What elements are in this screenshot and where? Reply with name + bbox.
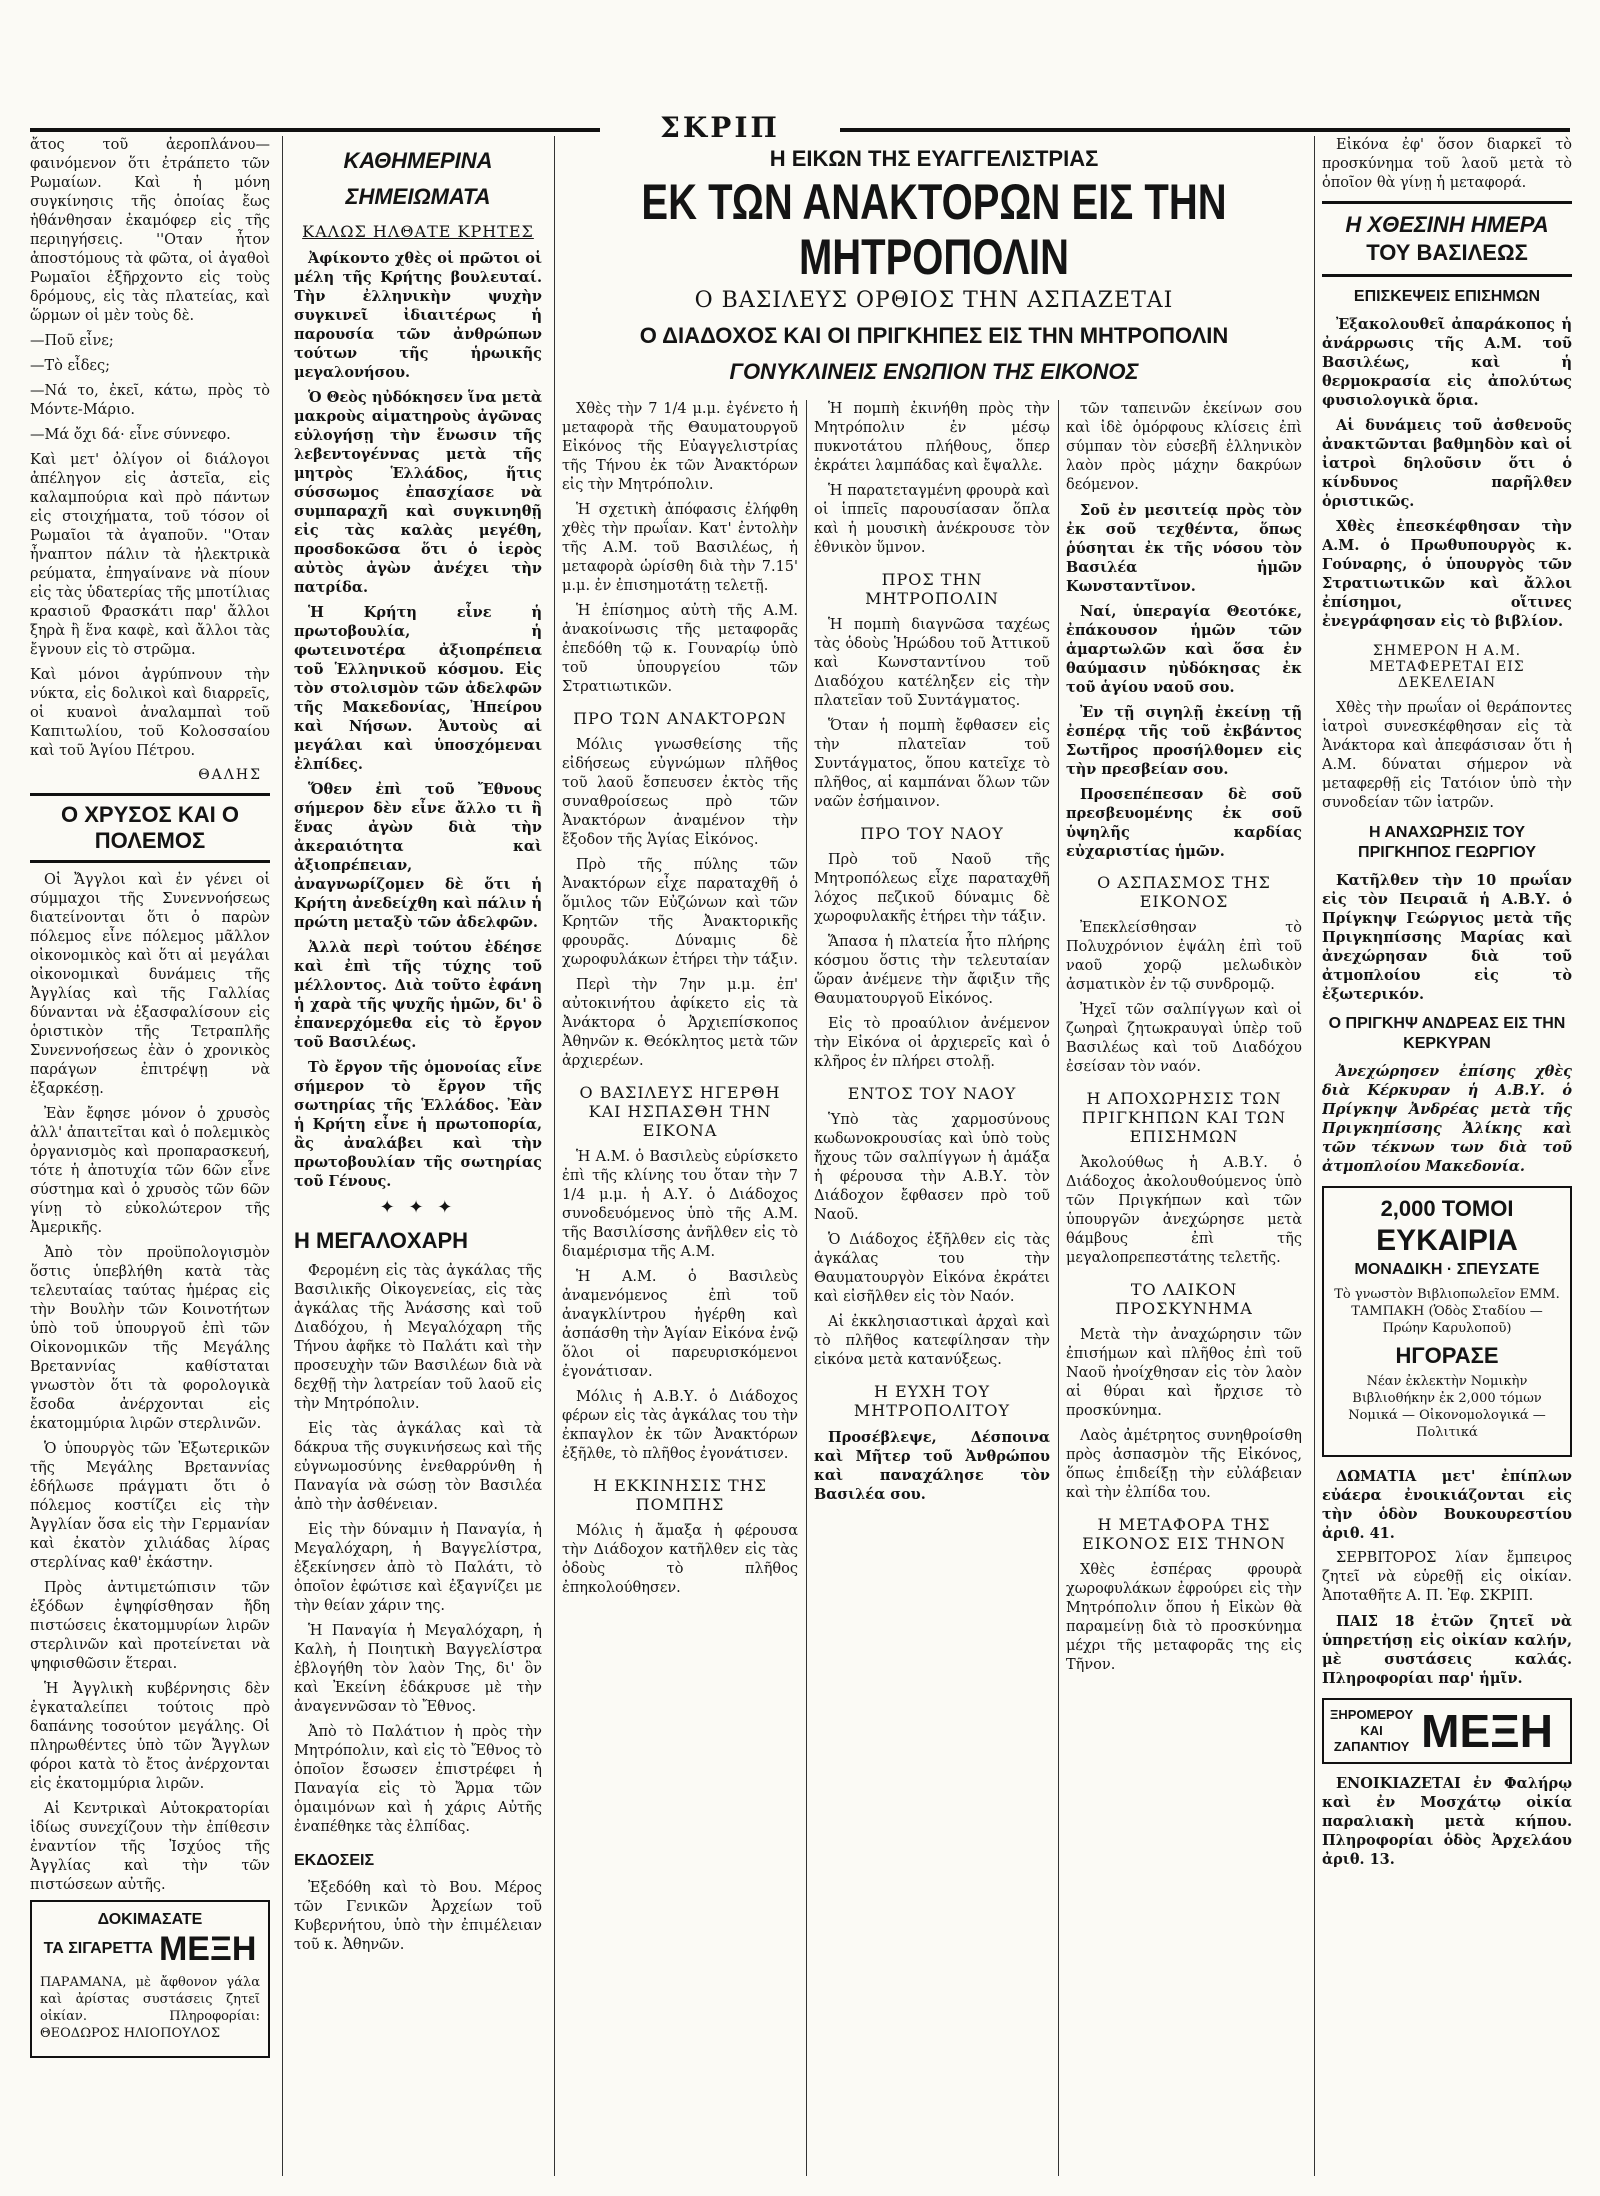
column-divider	[1314, 136, 1315, 2176]
paragraph: Ἡ παρατεταγμένη φρουρὰ καὶ οἱ ἱππεῖς παρουσίασαν ὅπλα καὶ ἡ μουσικὴ ἀνέκρουσε τὸν ἐθνικὸν ὕμνον.	[814, 483, 1050, 556]
paragraph: Προσεπέπεσαν δὲ σοῦ πρεσβευομένης ἐκ σοῦ ὑψηλῆς καρδίας εὐχαριστίας ἡμῶν.	[1066, 786, 1302, 860]
paragraph: Ὅταν ἡ πομπὴ ἔφθασεν εἰς τὴν πλατεῖαν τοῦ Συντάγματος, ὅπου κατεῖχε τὸ πλῆθος, αἱ καμπάναι ὅλων τῶν ναῶν ἐσήμαινον.	[814, 718, 1050, 810]
paragraph: Μόλις ἡ ἄμαξα ἡ φέρουσα τὴν Διάδοχον κατῆλθεν εἰς τὰς ὁδοὺς τὸ πλῆθος ἐπηκολούθησεν.	[562, 1523, 798, 1596]
paragraph: Ἡ πομπὴ διαγνῶσα ταχέως τὰς ὁδοὺς Ἡρώδου τοῦ Ἀττικοῦ καὶ Κωνσταντίνου τοῦ Διαδόχου κατέληξεν εἰς τὴν πλατεῖαν τοῦ Συντάγματος.	[814, 617, 1050, 709]
ad-line: ΔΟΚΙΜΑΣΑΤΕ	[97, 1911, 203, 1928]
main-headline-top: Η ΕΙΚΩΝ ΤΗΣ ΕΥΑΓΓΕΛΙΣΤΡΙΑΣ	[769, 146, 1099, 171]
ad-brand: ΜΕΞΗ	[158, 1930, 257, 1968]
ad-prefix-line: ΖΑΠΑΝΤΙΟΥ	[1333, 1739, 1410, 1754]
paragraph: Ἀνεχώρησεν ἐπίσης χθὲς διὰ Κέρκυραν ἡ Α.Β.Υ. ὁ Πρίγκηψ Ἀνδρέας μετὰ τῆς Πριγκηπίσσης Ἀλίκης καὶ τῶν τέκνων των διὰ τοῦ ἀτμοπλοίου Μακεδονία.	[1322, 1063, 1572, 1175]
paragraph: Εἰς τὸ προαύλιον ἀνέμενον τὴν Εἰκόνα οἱ ἀρχιερεῖς καὶ ὁ κλῆρος ἐν πλήρει στολῇ.	[814, 1016, 1050, 1070]
paragraph: Ὁ Θεὸς ηὐδόκησεν ἵνα μετὰ μακροὺς αἱματηροὺς ἀγῶνας εὐλογήσῃ τὴν ἕνωσιν τῆς λεβεντογέννας μετὰ τῆς μητρὸς Ἑλλάδος, ἥτις σύσσωμος ἐπασχίασε νὰ συμπαραχῆ καὶ συγκινηθῇ εἰς τὰς καλὰς μεγέθη, προσδοκῶσα ὅτι ὁ ἱερὸς αὐτὸς ἀγὼν ἀνέχει τὴν πατρίδα.	[294, 389, 542, 596]
paragraph: Ὅθεν ἐπὶ τοῦ Ἔθνους σήμερον δὲν εἶνε ἄλλο τι ἢ ἕνας ἀγὼν διὰ τὴν ἀκεραιότητα καὶ ἀξιοπρέπειαν, ἀναγνωρίζομεν δὲ ὅτι ἡ Κρήτη ἀνεδείχθη καὶ πάλιν ἡ πρώτη μεταξὺ τῶν ἀδελφῶν.	[294, 781, 542, 931]
paragraph: Αἱ ἐκκλησιαστικαὶ ἀρχαὶ καὶ τὸ πλῆθος κατεφίλησαν τὴν εἰκόνα μετὰ κατανύξεως.	[814, 1314, 1050, 1368]
paragraph: Χθὲς ἐπεσκέφθησαν τὴν Α.Μ. ὁ Πρωθυπουργὸς κ. Γούναρης, ὁ ὑπουργὸς τῶν Στρατιωτικῶν καὶ ἄλλοι ἐπίσημοι, οἵτινες ἐνεγράφησαν εἰς τὸ βιβλίον.	[1322, 518, 1572, 630]
paragraph: Μόλις γνωσθείσης τῆς εἰδήσεως εὐγνώμων πλῆθος τοῦ λαοῦ ἔσπευσεν ἐκτὸς τῆς συναθροίσεως πρὸ τῶν Ἀνακτόρων ἀναμένον τὴν ἔξοδον τῆς Ἁγίας Εἰκόνος.	[562, 737, 798, 848]
paragraph: Ὁ ὑπουργὸς τῶν Ἐξωτερικῶν τῆς Μεγάλης Βρεταννίας ἐδήλωσε πράγματι ὅτι ὁ πόλεμος κοστίζει εἰς τὴν Ἀγγλίαν ὅσα εἰς τὴν Γερμανίαν καὶ ἐκατὸν χιλιάδας λίρας στερλίνας καθ' ἑκάστην.	[30, 1441, 270, 1571]
paragraph: Τὸ ἔργον τῆς ὁμονοίας εἶνε σήμερον τὸ ἔργον τῆς σωτηρίας τῆς Ἑλλάδος. Ἐὰν ἡ Κρήτη εἶνε ἡ πρωτοπορία, ἂς ἀναλάβει καὶ τὴν πρωτοβουλίαν τῆς σωτηρίας τοῦ Γένους.	[294, 1059, 542, 1190]
paragraph: Ἠχεῖ τῶν σαλπίγγων καὶ οἱ ζωηραὶ ζητωκραυγαὶ ὑπὲρ τοῦ Βασιλέως καὶ τοῦ Διαδόχου ἐσείσαν τὸν ναόν.	[1066, 1002, 1302, 1075]
paragraph: Φερομένη εἰς τὰς ἀγκάλας τῆς Βασιλικῆς Οἰκογενείας, εἰς τὰς ἀγκάλας τῆς Ἀνάσσης καὶ τοῦ Διαδόχου, ἡ Μεγαλόχαρη τῆς Τήνου ἀφῆκε τὸ Παλάτι καὶ τὴν προσευχὴν τῶν Βασιλέων διὰ νὰ δεχθῇ τὴν λατρείαν τοῦ λαοῦ εἰς τὴν Μητρόπολιν.	[294, 1263, 542, 1412]
paragraph: Ἐξακολουθεῖ ἀπαράκοπος ἡ ἀνάρρωσις τῆς Α.Μ. τοῦ Βασιλέως, καὶ ἡ θερμοκρασία εἰς ἀπολύτως φυσιολογικὰ ὅρια.	[1322, 316, 1572, 409]
main-story-column-b	[814, 400, 1050, 2176]
section-subheading: ΠΡΟ ΤΩΝ ΑΝΑΚΤΟΡΩΝ	[573, 709, 787, 728]
section-subheading: Η ΑΠΟΧΩΡΗΣΙΣ ΤΩΝ ΠΡΙΓΚΗΠΩΝ ΚΑΙ ΤΩΝ ΕΠΙΣΗΜΩΝ	[1081, 1089, 1287, 1146]
main-subheadline-2: Ο ΔΙΑΔΟΧΟΣ ΚΑΙ ΟΙ ΠΡΙΓΚΗΠΕΣ ΕΙΣ ΤΗΝ ΜΗΤΡΟΠΟΛΙΝ	[639, 323, 1229, 348]
article-subheading: ΕΠΙΣΚΕΨΕΙΣ ΕΠΙΣΗΜΩΝ	[1353, 288, 1541, 305]
section-subheading: Η ΕΥΧΗ ΤΟΥ ΜΗΤΡΟΠΟΛΙΤΟΥ	[853, 1382, 1011, 1420]
paragraph: —Μά ὄχι δά· εἶνε σύννεφο.	[30, 427, 231, 443]
paragraph: Χθὲς τὴν πρωΐαν οἱ θεράποντες ἰατροὶ συνεσκέφθησαν εἰς τὰ Ἀνάκτορα καὶ ἀπεφάσισαν ὅτι ἡ Α.Μ. δύναται σήμερον νὰ μεταφερθῇ εἰς Τατόιον ὑπὸ τὴν συνοδείαν τῶν ἰατρῶν.	[1322, 700, 1572, 811]
ad-brand-row	[40, 1930, 260, 1968]
paragraph: Καὶ μετ' ὀλίγον οἱ διάλογοι ἀπέληγον εἰς ἀστεῖα, εἰς καλαμπούρια καὶ πρὸ πάντων εἰς στοιχήματα, τοῦ τόσον οἱ Ρωμαῖοι τὰ ἀγαποῦν. ''Οταν ἦναπτον πάλιν τὰ ἠλεκτρικὰ ρεύματα, ἐπηγαίνανε νὰ πίουν εἰς τὰς ὑδατερίας τῆς μποτίλιας κρασιοῦ Φρασκάτι παρ' ἄλλοι ξηρὰ ἢ ἕνα καφὲ, καὶ ἄλλοι τὰς ἔγνουν εἰς τὸ στρῶμα.	[30, 452, 270, 658]
article-subheading: ΚΑΛΩΣ ΗΛΘΑΤΕ ΚΡΗΤΕΣ	[302, 222, 534, 241]
classified-ad: ΔΩΜΑΤΙΑ μετ' ἐπίπλων εὐάερα ἐνοικιάζονται εἰς τὴν ὁδὸν Βουκουρεστίου ἀριθ. 41.	[1322, 1468, 1572, 1542]
paragraph: Αἱ Κεντρικαὶ Αὐτοκρατορίαι ἰδίως συνεχίζουν τὴν ἐπίθεσιν ἐναντίον τῆς Ἰσχύος τῆς Ἀγγλίας καὶ τὴν τῶν πιστώσεων αὐτῆς.	[30, 1801, 270, 1893]
paragraph: —Ποῦ εἶνε;	[30, 333, 114, 349]
paragraph: Οἱ Ἄγγλοι καὶ ἐν γένει οἱ σύμμαχοι τῆς Συνεννοήσεως διατείνονται ὅτι ὁ παρὼν πόλεμος εἶνε πόλεμος μᾶλλον οἰκονομικὸς καὶ ὅτι αἱ μεγάλαι οἰκονομικαὶ δυνάμεις τῆς Ἀγγλίας καὶ τῆς Γαλλίας δύνανται νὰ ἐξασφαλίσουν εἰς ὁριστικὸν τῆς Τετραπλῆς Συνεννοήσεως ἐὰν ὁ χρονικὸς παράγων ἐπιτρέψῃ νὰ ἐξαρκέσῃ.	[30, 872, 270, 1097]
main-story-header	[562, 140, 1306, 393]
ad-prefix-line: ΞΗΡΟΜΕΡΟΥ	[1330, 1707, 1414, 1722]
paragraph: Ἡ Α.Μ. ὁ Βασιλεὺς εὑρίσκετο ἐπὶ τῆς κλίνης του ὅταν τὴν 7 1/4 μ.μ. ἡ Α.Υ. ὁ Διάδοχος συνοδευόμενος ὑπὸ τῆς Α.Μ. τῆς Βασιλίσσης ἀνῆλθεν εἰς τὸ διαμέρισμα τῆς Α.Μ.	[562, 1149, 798, 1260]
main-story-column-c	[1066, 400, 1302, 2176]
paragraph: Μετὰ τὴν ἀναχώρησιν τῶν ἐπισήμων καὶ πλῆθος ἐπὶ τοῦ Ναοῦ ἠνοίχθησαν εἰς τὸν λαὸν αἱ θύραι καὶ ἤρχισε τὸ προσκύνημα.	[1066, 1327, 1302, 1419]
main-headline: ΕΚ ΤΩΝ ΑΝΑΚΤΟΡΩΝ ΕΙΣ ΤΗΝ ΜΗΤΡΟΠΟΛΙΝ	[641, 175, 1227, 285]
separator: ✦ ✦ ✦	[379, 1197, 457, 1218]
paragraph: Ὁ Διάδοχος ἐξῆλθεν εἰς τὰς ἀγκάλας του τὴν Θαυματουργὸν Εἰκόνα ἐκράτει καὶ εἰσῆλθεν εἰς τὸν Ναόν.	[814, 1232, 1050, 1305]
column-divider	[806, 400, 807, 2176]
paragraph: Περὶ τὴν 7ην μ.μ. ἐπ' αὐτοκινήτου ἀφίκετο εἰς τὰ Ἀνάκτορα ὁ Ἀρχιεπίσκοπος Ἀθηνῶν κ. Θεόκλητος μετὰ τῶν ἀρχιερέων.	[562, 977, 798, 1069]
article-heading: Η ΜΕΓΑΛΟΧΑΡΗ	[294, 1228, 469, 1253]
ad-line: ΤΑ ΣΙΓΑΡΕΤΤΑ	[43, 1940, 153, 1957]
paragraph: Καὶ μόνοι ἀγρύπνουν τὴν νύκτα, εἰς δολικοὶ καὶ διαρρεῖς, οἱ κυανοὶ ἀναλαμπαὶ τοῦ Καπιτωλίου, τοῦ Κολοσσαίου καὶ τοῦ Ἁγίου Πέτρου.	[30, 667, 270, 759]
section-heading: ΣΗΜΕΙΩΜΑΤΑ	[345, 184, 491, 209]
ad-title: ΕΥΚΑΙΡΙΑ	[1376, 1224, 1518, 1257]
paragraph: Σοῦ ἐν μεσιτείᾳ πρὸς τὸν ἐκ σοῦ τεχθέντα, ὅπως ῥύσηται ἐκ τῆς νόσου τὸν Βασιλέα ἡμῶν Κωνσταντῖνον.	[1066, 502, 1302, 595]
article-heading: Ο ΠΡΙΓΚΗΨ ΑΝΔΡΕΑΣ ΕΙΣ ΤΗΝ ΚΕΡΚΥΡΑΝ	[1328, 1015, 1566, 1052]
signature: ΘΑΛΗΣ	[198, 767, 262, 783]
section-subheading: Η ΕΚΚΙΝΗΣΙΣ ΤΗΣ ΠΟΜΠΗΣ	[593, 1476, 767, 1514]
ad-volumes: 2,000 ΤΟΜΟΙ	[1380, 1196, 1514, 1221]
paragraph: Ἡ πομπὴ ἐκινήθη πρὸς τὴν Μητρόπολιν ἐν μέσῳ πυκνοτάτου πλήθους, ὅπερ ἐκράτει λαμπάδας καὶ ἔψαλλε.	[814, 401, 1050, 474]
article-heading: ΤΟΥ ΒΑΣΙΛΕΩΣ	[1366, 240, 1528, 265]
ad-text: ΠΑΡΑΜΑΝΑ, μὲ ἄφθονον γάλα καὶ ἀρίστας συστάσεις ζητεῖ οἰκίαν. Πληροφορίαι: ΘΕΟΔΩΡΟΣ ΗΛΙΟΠΟΥΛΟΣ	[40, 1975, 260, 2041]
main-subheadline: Ο ΒΑΣΙΛΕΥΣ ΟΡΘΙΟΣ ΤΗΝ ΑΣΠΑΖΕΤΑΙ	[694, 288, 1174, 313]
paragraph: —Νά το, ἐκεῖ, κάτω, πρὸς τὸ Μόντε-Μάριο.	[30, 383, 270, 418]
classified-ad: ΣΕΡΒΙΤΟΡΟΣ λίαν ἔμπειρος ζητεῖ νὰ εὑρεθῇ εἰς οἰκίαν. Ἀποταθῆτε Α. Π. Ἐφ. ΣΚΡΙΠ.	[1322, 1550, 1572, 1604]
main-subheadline-3: ΓΟΝΥΚΛΙΝΕΙΣ ΕΝΩΠΙΟΝ ΤΗΣ ΕΙΚΟΝΟΣ	[729, 359, 1139, 384]
paragraph: Ἀκολούθως ἡ Α.Β.Υ. ὁ Διάδοχος ἀκολουθούμενος ὑπὸ τῶν Πριγκήπων καὶ τῶν ὑπουργῶν ἀνεχώρησε μετὰ θάμβους ἐπὶ τῆς μεγαλοπρεπεστάτης τελετῆς.	[1066, 1155, 1302, 1266]
paragraph: Ἐπεκλείσθησαν τὸ Πολυχρόνιον ἐψάλη ἐπὶ τοῦ ναοῦ χορῷ μελωδικὸν ἀσματικὸν ἐν τῷ συνδρομῷ.	[1066, 920, 1302, 993]
paragraph: Ἡ Κρήτη εἶνε ἡ πρωτοβουλία, ἡ φωτεινοτέρα ἀξιοπρέπεια τοῦ Ἑλληνικοῦ κόσμου. Εἰς τὸν στολισμὸν τῶν ἀδελφῶν τῆς Μακεδονίας, Ἠπείρου καὶ Νήσων. Ἀυτοὺς αἱ μεγάλαι καὶ ὑποσχόμεναι ἐλπίδες.	[294, 604, 542, 773]
paragraph: Ἀπὸ τὸν προϋπολογισμὸν ὅστις ὑπεβλήθη κατὰ τὰς τελευταίας ταύτας ἡμέρας εἰς τὴν Βουλὴν τῶν Κοινοτήτων ὑπὸ τοῦ ὑπουργοῦ ἐπὶ τῶν Οἰκονομικῶν τῆς Μεγάλης Βρεταννίας καθίσταται γνωστὸν ὅτι τὰ φορολογικὰ ἔσοδα ἀνέρχονται εἰς ἑκατομμύρια λιρῶν στερλινῶν.	[30, 1245, 270, 1432]
paragraph: Ἅπασα ἡ πλατεία ἦτο πλήρης κόσμου ὅστις τὴν τελευταίαν ὥραν ἀνέμενε τὴν ἄφιξιν τῆς Θαυματουργοῦ Εἰκόνος.	[814, 934, 1050, 1007]
section-subheading: Η ΜΕΤΑΦΟΡΑ ΤΗΣ ΕΙΚΟΝΟΣ ΕΙΣ ΤΗΝΟΝ	[1082, 1515, 1286, 1553]
paragraph: Εἰς τὰς ἀγκάλας καὶ τὰ δάκρυα τῆς συγκινήσεως καὶ τῆς εὐγνωμοσύνης ἐνεθαρρύνθη ἡ Παναγία νὰ σώσῃ τὸν Βασιλέα ἀπὸ τὴν ἀσθένειαν.	[294, 1421, 542, 1513]
paragraph: τῶν ταπεινῶν ἐκείνων σου καὶ ἰδὲ ὁμόρφους κλίσεις ἐπὶ σύμπαν τὸν εὐσεβῆ ἑλληνικὸν λαὸν πρὸς μάχην δακρύων δεόμενον.	[1066, 401, 1302, 493]
paragraph: Ναί, ὑπεραγία Θεοτόκε, ἐπάκουσον ἡμῶν τῶν ἁμαρτωλῶν καὶ ὅσα ἐν θαύμασιν ηὐδόκησας ἐκ τοῦ ἁγίου ναοῦ σου.	[1066, 603, 1302, 696]
ad-box	[30, 1900, 270, 2058]
classified-ad: ΕΝΟΙΚΙΑΖΕΤΑΙ ἐν Φαλήρῳ καὶ ἐν Μοσχάτῳ οἰκία παραλιακὴ μετὰ κήπου. Πληροφορίαι ὁδὸς Ἀρχελάου ἀριθ. 13.	[1322, 1775, 1572, 1868]
main-story-column-a	[562, 400, 798, 2176]
paragraph: Ἐν τῇ σιγηλῇ ἐκείνῃ τῇ ἐσπέρᾳ τῆς τοῦ ἐκβάντος Σωτῆρος προσήλθομεν εἰς τὴν πρεσβείαν σου.	[1066, 704, 1302, 778]
article-heading: Η ΑΝΑΧΩΡΗΣΙΣ ΤΟΥ ΠΡΙΓΚΗΠΟΣ ΓΕΩΡΓΙΟΥ	[1358, 824, 1536, 861]
paragraph: Ἡ Α.Μ. ὁ Βασιλεὺς ἀναμενόμενος ἐπὶ τοῦ ἀναγκλίντρου ἠγέρθη καὶ ἀσπάσθη τὴν Ἁγίαν Εἰκόνα ἐνῷ ὅλοι οἱ παρευρισκόμενοι ἐγονάτισαν.	[562, 1269, 798, 1380]
cigarette-ad	[30, 1890, 270, 2068]
paragraph: Ἐξεδόθη καὶ τὸ Βου. Μέρος τῶν Γενικῶν Ἀρχείων τοῦ Κυβερνήτου, ὑπὸ τὴν ἐπιμέλειαν τοῦ κ. Ἀθηνῶν.	[294, 1880, 542, 1953]
column-4	[1322, 136, 1572, 2176]
section-heading: ΚΑΘΗΜΕΡΙΝΑ	[343, 148, 493, 173]
paragraph: Ἐὰν ἔφησε μόνον ὁ χρυσὸς ἀλλ' ἀπαιτεῖται καὶ ὁ πολεμικὸς ὀργανισμὸς καὶ προπαρασκευή, τότε ἡ ἀποτυχία τῶν 6ῶν εἶνε σύστημα καὶ ὁ χρυσὸς τῶν 6ῶν γίνῃ τὸ εὐκολώτερον τῆς Ἀμερικῆς.	[30, 1106, 270, 1236]
paragraph: —Τὸ εἶδες;	[30, 358, 110, 374]
column-divider	[282, 136, 283, 2176]
paragraph: Χθὲς τὴν 7 1/4 μ.μ. ἐγένετο ἡ μεταφορὰ τῆς Θαυματουργοῦ Εἰκόνος τῆς Εὐαγγελιστρίας τῆς Τήνου ἐκ τῶν Ἀνακτόρων εἰς τὴν Μητρόπολιν.	[562, 401, 798, 493]
paragraph: Ἀπὸ τὸ Παλάτιον ἡ πρὸς τὴν Μητρόπολιν, καὶ εἰς τὸ Ἔθνος τὸ ὁποῖον ἔσωσεν ἐπιστρέφει ἡ Παναγία εἰς τὸ Ἄρμα τῶν ὁμαιμόνων καὶ ἡ χάρις Αὐτῆς ἐναπέθηκε τὰς ἐλπίδας.	[294, 1724, 542, 1835]
ad-headline: ΗΓΟΡΑΣΕ	[1395, 1343, 1499, 1368]
ad-text: Τὸ γνωστὸν Βιβλιοπωλεῖον ΕΜΜ. ΤΑΜΠΑΚΗ (Ὁδὸς Σταδίου — Πρώην Καρυλοποῦ)	[1334, 1287, 1560, 1336]
paragraph: Χθὲς ἐσπέρας φρουρὰ χωροφυλάκων ἐφρούρει εἰς τὴν Μητρόπολιν ὅπου ἡ Εἰκὼν θὰ παραμείνῃ διὰ τὸ προσκύνημα μέχρι τῆς μεταφορᾶς της εἰς Τῆνον.	[1066, 1562, 1302, 1673]
masthead: ΣΚΡΙΠ	[600, 108, 840, 148]
ad-prefix	[1330, 1707, 1413, 1755]
ad-subtitle: ΜΟΝΑΔΙΚΗ · ΣΠΕΥΣΑΤΕ	[1354, 1261, 1540, 1278]
paragraph: Μόλις ἡ Α.Β.Υ. ὁ Διάδοχος φέρων εἰς τὰς ἀγκάλας του τὴν ἐκπαγλον ἐκ τῶν Ἀνακτόρων ἐξῆλθε, τὸ πλῆθος ἐγονάτισεν.	[562, 1389, 798, 1462]
article-heading-box	[1322, 201, 1572, 277]
paragraph: Λαὸς ἀμέτρητος συνηθροίσθη πρὸς ἀσπασμὸν τῆς Εἰκόνος, ὅπως ἐπιδείξῃ τὴν εὐλάβειαν καὶ τὴν ἐλπίδα του.	[1066, 1428, 1302, 1501]
section-subheading: ΠΡΟΣ ΤΗΝ ΜΗΤΡΟΠΟΛΙΝ	[865, 570, 999, 608]
bookstore-ad	[1322, 1186, 1572, 1457]
paragraph: Πρὸ τῆς πύλης τῶν Ἀνακτόρων εἶχε παραταχθῆ ὁ ὅμιλος τῶν Εὐζώνων καὶ τῶν Κρητῶν τῆς Ἀνακτορικῆς φρουρᾶς. Δύναμις δὲ χωροφυλάκων ἐτήρει τὴν τάξιν.	[562, 857, 798, 968]
paragraph: Ἡ Ἀγγλικὴ κυβέρνησις δὲν ἐγκαταλείπει τούτοις πρὸ δαπάνης τοσούτον μεγάλης. Οἱ πληρωθέντες ὑπὸ τῶν Ἄγγλων φόροι κατὰ τὸ ἔτος ἀνέρχονται εἰς ἑκατομμύρια λιρῶν.	[30, 1681, 270, 1792]
column-divider	[554, 136, 555, 2176]
column-1	[30, 136, 270, 2176]
paragraph: Ἡ σχετικὴ ἀπόφασις ἐλήφθη χθὲς τὴν πρωΐαν. Κατ' ἐντολὴν τῆς Α.Μ. τοῦ Βασιλέως, ἡ μεταφορὰ ὡρίσθη διὰ τὴν 7.15' μ.μ. ἐν ἐπισημοτάτῃ τελετῇ.	[562, 502, 798, 594]
section-subheading: ΕΝΤΟΣ ΤΟΥ ΝΑΟΥ	[847, 1084, 1017, 1103]
intro-article	[30, 136, 270, 761]
paragraph: Ἡ ἐπίσημος αὐτὴ τῆς Α.Μ. ἀνακοίνωσις τῆς μεταφορᾶς ἐπεδόθη τῷ κ. Γουναρίῳ ὑπὸ τοῦ ὑπουργείου τῶν Στρατιωτικῶν.	[562, 603, 798, 695]
column-2	[294, 136, 542, 2176]
paragraph: Εἰκόνα ἐφ' ὅσον διαρκεῖ τὸ προσκύνημα τοῦ λαοῦ μετὰ τὸ ὁποῖον θὰ γίνῃ ἡ μεταφορά.	[1322, 137, 1572, 191]
paragraph: Ὑπὸ τὰς χαρμοσύνους κωδωνοκρουσίας καὶ ὑπὸ τοὺς ἤχους τῶν σαλπίγγων ἡ ἁμάξα ἡ φέρουσα τὴν Α.Β.Υ. τὸν Διάδοχον ἔφθασεν πρὸ τοῦ Ναοῦ.	[814, 1112, 1050, 1223]
paragraph: ἄτος τοῦ ἀεροπλάνου—φαινόμενον ὅτι ἐτράπετο τῶν Ρωμαίων. Καὶ ἡ μόνη συγκίνησις τῆς ὁποίας ἔως ἠθάνθησαν ἐκαμόφερ εἰς τῆς περιηγήσεις. ''Οταν ἦτον ἀποστόμους τὰ φῶτα, οἱ ἀγαθοὶ Ρωμαῖοι ἐξῆρχοντο εἰς τοὺς δρόμους, εἰς τὰς πλατείας, καὶ ὥρμων οἱ μὲν τοὺς δὲ.	[30, 137, 270, 324]
paragraph: Πρὸς ἀντιμετώπισιν τῶν ἐξόδων ἐψηφίσθησαν ἤδη πιστώσεις ἑκατομμυρίων λιρῶν στερλινῶν καὶ προτείνεται νὰ ψηφισθῶσιν ἕτεραι.	[30, 1580, 270, 1672]
article-subheading: ΣΗΜΕΡΟΝ Η Α.Μ. ΜΕΤΑΦΕΡΕΤΑΙ ΕΙΣ ΔΕΚΕΛΕΙΑΝ	[1369, 643, 1525, 691]
article-heading: Η ΧΘΕΣΙΝΗ ΗΜΕΡΑ	[1345, 212, 1549, 237]
paragraph: Αἱ δυνάμεις τοῦ ἀσθενοῦς ἀνακτῶνται βαθμηδὸν καὶ οἱ ἰατροὶ δηλοῦσιν ὅτι ὁ κίνδυνος παρῆλθεν ὁριστικῶς.	[1322, 417, 1572, 510]
paragraph: Πρὸ τοῦ Ναοῦ τῆς Μητροπόλεως εἶχε παραταχθῆ λόχος πεζικοῦ δύναμις δὲ χωροφυλακῆς ἐτήρει τὴν τάξιν.	[814, 852, 1050, 925]
ad-brand: ΜΕΞΗ	[1421, 1705, 1553, 1757]
section-subheading: ΤΟ ΛΑΙΚΟΝ ΠΡΟΣΚΥΝΗΜΑ	[1115, 1280, 1253, 1318]
section-subheading: Ο ΑΣΠΑΣΜΟΣ ΤΗΣ ΕΙΚΟΝΟΣ	[1097, 873, 1271, 911]
paragraph: Ἀφίκοντο χθὲς οἱ πρῶτοι οἱ μέλη τῆς Κρήτης βουλευταί. Τὴν ἐλληνικὴν ψυχὴν συγκινεῖ ἰδιαιτέρως ἡ παρουσία τῶν ἀνθρώπων τούτων τῆς ἡρωικῆς μεγαλονήσου.	[294, 250, 542, 381]
section-subheading: ΠΡΟ ΤΟΥ ΝΑΟΥ	[860, 824, 1004, 843]
classified-ad: ΠΑΙΣ 18 ἐτῶν ζητεῖ νὰ ὑπηρετήσῃ εἰς οἰκίαν καλήν, μὲ συστάσεις καλάς. Πληροφορίαι παρ' ἡμῖν.	[1322, 1613, 1572, 1687]
paragraph: Κατῆλθεν τὴν 10 πρωΐαν εἰς τὸν Πειραιᾶ ἡ Α.Β.Υ. ὁ Πρίγκηψ Γεώργιος μετὰ τῆς Πριγκηπίσσης Μαρίας καὶ ἀνεχώρησαν διὰ τοῦ ἀτμοπλοίου εἰς τὸ ἐξωτερικόν.	[1322, 872, 1572, 1003]
paragraph: Ἡ Παναγία ἡ Μεγαλόχαρη, ἡ Καλὴ, ἡ Ποιητικὴ Βαγγελίστρα ἐβλογήθη τὸν λαὸν Της, δι' ὃν καὶ Ἐκείνη ἐδάκρυσε μὲ τὴν ἀναγεννῶσαν τὸ Ἔθνος.	[294, 1623, 542, 1715]
cigarette-ad-2	[1322, 1698, 1572, 1764]
section-subheading: Ο ΒΑΣΙΛΕΥΣ ΗΓΕΡΘΗ ΚΑΙ ΗΣΠΑΣΘΗ ΤΗΝ ΕΙΚΟΝΑ	[579, 1083, 781, 1140]
paragraph: Προσέβλεψε, Δέσποινα καὶ Μῆτερ τοῦ Ἀνθρώπου καὶ παναχάλησε τὸν Βασιλέα σου.	[814, 1429, 1050, 1503]
ad-prefix-line: ΚΑΙ	[1360, 1723, 1383, 1738]
article-heading: ΕΚΔΟΣΕΙΣ	[294, 1852, 375, 1869]
ad-text: Νέαν ἐκλεκτὴν Νομικὴν Βιβλιοθήκην ἐκ 2,000 τόμων Νομικά — Οἰκονομολογικά — Πολιτικά	[1348, 1374, 1546, 1440]
paragraph: Ἀλλὰ περὶ τούτου ἐδέησε καὶ ἐπὶ τῆς τύχης τοῦ μέλλοντος. Διὰ τοῦτο ἐφάνη ἡ χαρὰ τῆς ψυχῆς ἡμῶν, δι' ὃ ἐπανερχόμεθα εἰς τὸ ἔργον τοῦ Βασιλέως.	[294, 939, 542, 1051]
article-heading: Ο ΧΡΥΣΟΣ ΚΑΙ Ο ΠΟΛΕΜΟΣ	[30, 793, 270, 863]
paragraph: Εἰς τὴν δύναμιν ἡ Παναγία, ἡ Μεγαλόχαρη, ἡ Βαγγελίστρα, ἐξεκίνησεν ἀπὸ τὸ Παλάτι, τὸ ὁποῖον ἐφώτισε καὶ ἐξαγνίζει με τὴν θείαν χάριν της.	[294, 1522, 542, 1614]
column-divider	[1058, 400, 1059, 2176]
